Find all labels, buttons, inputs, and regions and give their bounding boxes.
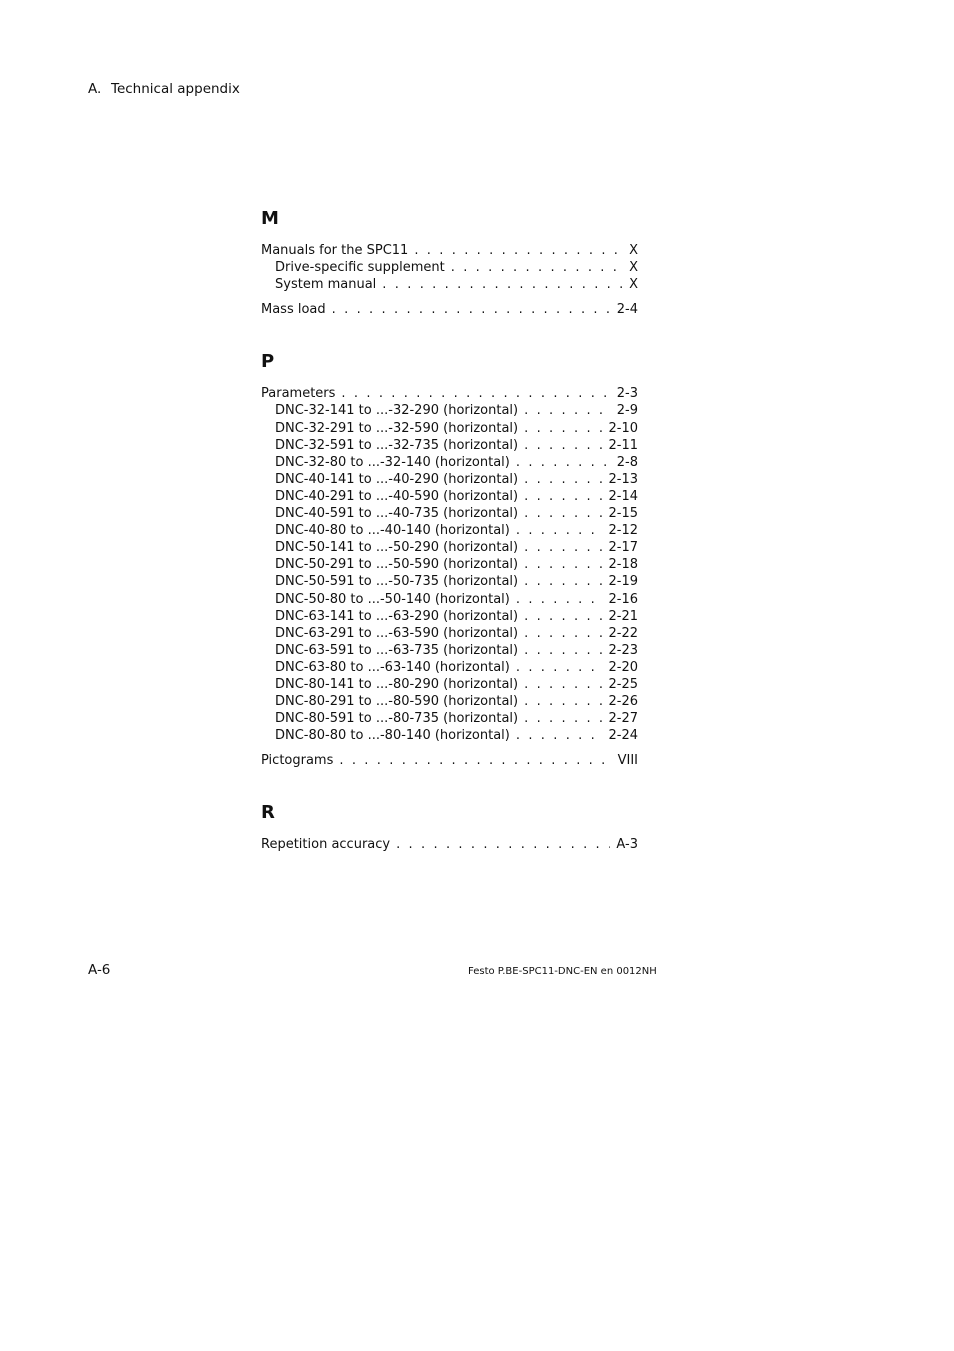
entry-page: 2-13 (608, 471, 638, 487)
entry-label: DNC-40-291 to ...-40-590 (horizontal) (275, 488, 519, 504)
index-subentry (261, 556, 638, 573)
entry-label: Repetition accuracy (261, 837, 391, 853)
index-subentry (261, 402, 638, 419)
entry-label: DNC-32-591 to ...-32-735 (horizontal) (275, 437, 519, 453)
entry-label: DNC-32-80 to ...-32-140 (horizontal) (275, 454, 510, 470)
index-letter: M (261, 208, 279, 229)
entry-label: Manuals for the SPC11 (261, 243, 409, 258)
entry-page: 2-27 (608, 711, 638, 727)
index-subentry (261, 659, 638, 676)
entry-label: DNC-40-141 to ...-40-290 (horizontal) (275, 471, 519, 487)
index-column (261, 206, 638, 885)
index-entry (261, 301, 638, 318)
entry-page: 2-17 (608, 540, 638, 556)
index-subentry (261, 642, 638, 659)
index-subentry (261, 539, 638, 556)
entry-page: A-3 (616, 837, 638, 853)
index-letter: R (261, 802, 275, 824)
index-subentry (261, 488, 638, 505)
entry-page: 2-22 (608, 625, 638, 641)
entry-label: DNC-63-80 to ...-63-140 (horizontal) (275, 659, 510, 675)
entry-page: 2-21 (608, 608, 638, 624)
index-subentry (261, 420, 638, 437)
entry-page: 2-12 (608, 523, 638, 539)
entry-label: DNC-50-591 to ...-50-735 (horizontal) (275, 574, 519, 590)
entry-page: 2-9 (616, 403, 638, 419)
entry-label: DNC-32-141 to ...-32-290 (horizontal) (275, 403, 519, 419)
entry-page: 2-4 (616, 302, 638, 318)
entry-label: DNC-80-141 to ...-80-290 (horizontal) (275, 676, 519, 692)
entry-page: 2-16 (608, 591, 638, 607)
index-entry (261, 242, 638, 259)
entry-page: 2-23 (608, 642, 638, 658)
entry-page: 2-3 (616, 386, 638, 402)
index-subentry (261, 710, 638, 727)
index-entry (261, 752, 638, 769)
entry-page: 2-25 (608, 676, 638, 692)
index-section-m (261, 206, 638, 318)
entry-label: System manual (275, 277, 377, 293)
entry-label: Pictograms (261, 753, 334, 769)
entry-page: 2-11 (608, 437, 638, 453)
index-entry (261, 836, 638, 853)
entry-label: DNC-63-141 to ...-63-290 (horizontal) (275, 608, 519, 624)
section-number: A. (88, 81, 102, 97)
index-subentry (261, 276, 638, 293)
entry-page: X (629, 260, 638, 276)
entry-page: 2-10 (608, 420, 638, 436)
entry-label: DNC-40-80 to ...-40-140 (horizontal) (275, 523, 510, 539)
index-subentry (261, 259, 638, 276)
index-subentry (261, 727, 638, 744)
entry-label: DNC-80-80 to ...-80-140 (horizontal) (275, 728, 510, 744)
entry-page: 2-14 (608, 488, 638, 504)
index-subentry (261, 437, 638, 454)
entry-label: DNC-63-591 to ...-63-735 (horizontal) (275, 642, 519, 658)
entry-label: DNC-80-291 to ...-80-590 (horizontal) (275, 694, 519, 710)
index-subentry (261, 676, 638, 693)
entry-page: X (629, 277, 638, 293)
entry-label: DNC-50-80 to ...-50-140 (horizontal) (275, 591, 510, 607)
entry-label: DNC-32-291 to ...-32-590 (horizontal) (275, 420, 519, 436)
index-entry (261, 385, 638, 402)
entry-label: DNC-50-141 to ...-50-290 (horizontal) (275, 540, 519, 556)
entry-label: DNC-40-591 to ...-40-735 (horizontal) (275, 506, 519, 522)
entry-label: DNC-80-591 to ...-80-735 (horizontal) (275, 711, 519, 727)
index-letter: P (261, 351, 275, 373)
entry-label: Mass load (261, 302, 326, 318)
entry-label: Parameters (261, 386, 336, 402)
index-subentry (261, 471, 638, 488)
index-section-p (261, 349, 638, 769)
index-subentry (261, 591, 638, 608)
index-section-r (261, 800, 638, 853)
entry-label: DNC-50-291 to ...-50-590 (horizontal) (275, 557, 519, 573)
index-subentry (261, 608, 638, 625)
entry-page: 2-19 (608, 574, 638, 590)
entry-label: DNC-63-291 to ...-63-590 (horizontal) (275, 625, 519, 641)
entry-page: 2-15 (608, 506, 638, 522)
running-header (88, 81, 240, 97)
entry-page: VIII (617, 753, 638, 769)
entry-page: 2-18 (608, 557, 638, 573)
index-subentry (261, 573, 638, 590)
entry-page: 2-26 (608, 694, 638, 710)
page-number: A-6 (88, 962, 111, 978)
entry-label: Drive-specific supplement (275, 260, 445, 276)
index-subentry (261, 625, 638, 642)
entry-page: X (629, 243, 638, 258)
document-id: Festo P.BE-SPC11-DNC-EN en 0012NH (468, 966, 657, 977)
entry-page: 2-8 (616, 454, 638, 470)
section-title: Technical appendix (111, 81, 240, 97)
entry-page: 2-20 (608, 659, 638, 675)
index-subentry (261, 693, 638, 710)
index-subentry (261, 505, 638, 522)
index-subentry (261, 454, 638, 471)
index-subentry (261, 522, 638, 539)
entry-page: 2-24 (608, 728, 638, 744)
